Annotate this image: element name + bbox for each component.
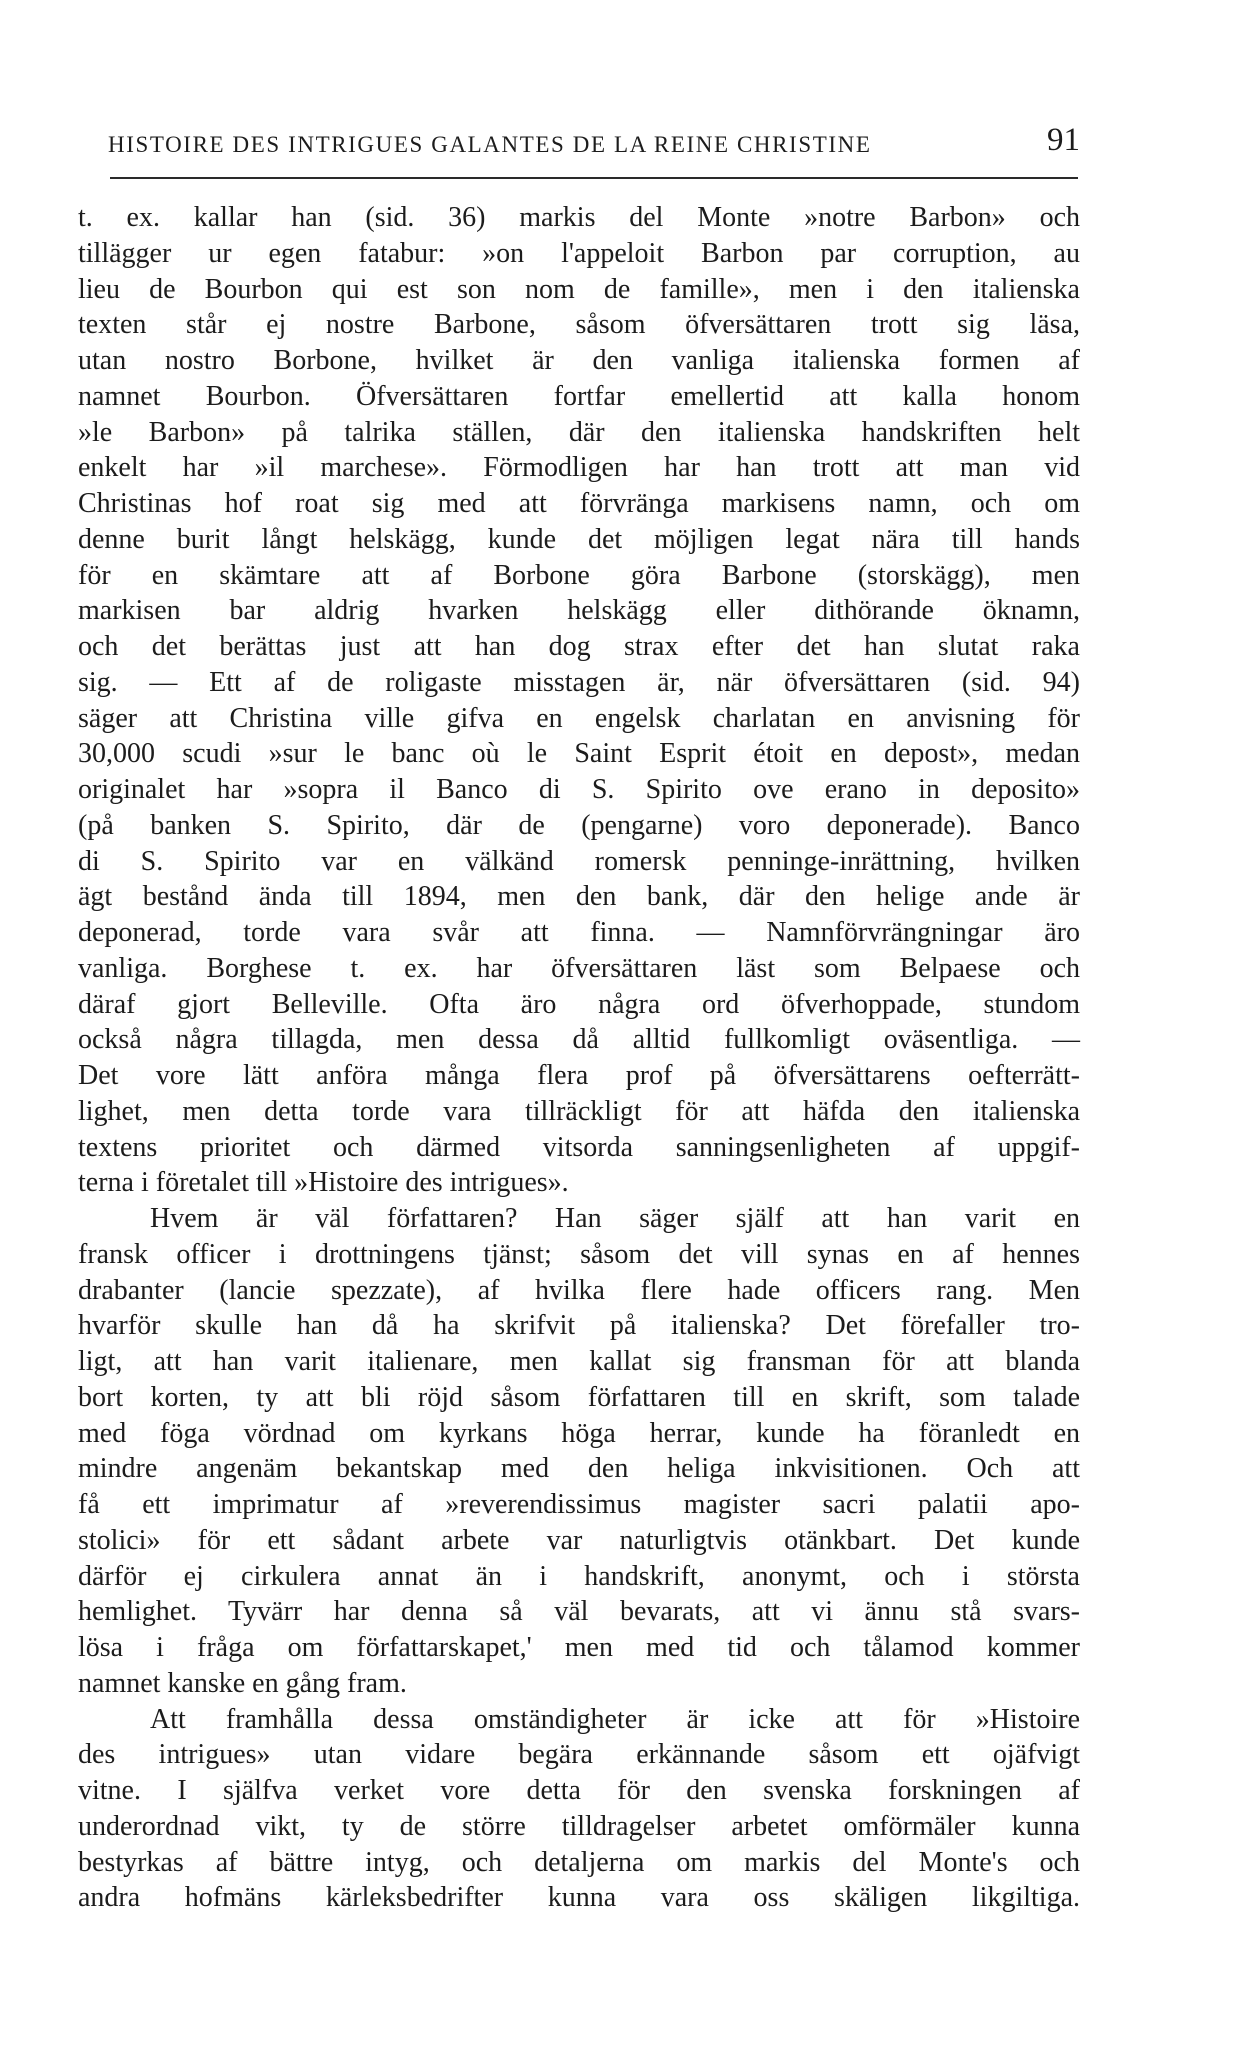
text-line: och det berättas just att han dog strax efter det han slutat raka — [78, 631, 1080, 662]
text-line: texten står ej nostre Barbone, såsom öfversättaren trott sig läsa, — [78, 309, 1080, 341]
text-line: ligt, att han varit italienare, men kallat sig fransman för att blanda — [78, 1346, 1080, 1377]
text-line: lösa i fråga om författarskapet,' men med tid och tålamod kommer — [78, 1632, 1080, 1663]
text-line: vanliga. Borghese t. ex. har öfversättaren läst som Belpaese och — [78, 952, 1080, 984]
text-line: denne burit långt helskägg, kunde det möjligen legat nära till hands — [78, 523, 1080, 555]
text-line: textens prioritet och därmed vitsorda sanningsenligheten af uppgif- — [78, 1131, 1080, 1163]
text-line: terna i företalet till »Histoire des intrigues». — [78, 1167, 569, 1199]
text-line: Hvem är väl författaren? Han säger själf att han varit en — [150, 1203, 1080, 1234]
text-line: deponerad, torde vara svår att finna. — Namnförvrängningar äro — [78, 917, 1080, 948]
text-line: hvarför skulle han då ha skrifvit på italienska? Det förefaller tro- — [78, 1310, 1080, 1342]
text-line: (på banken S. Spirito, där de (pengarne) voro deponerade). Banco — [78, 809, 1080, 841]
text-line: des intrigues» utan vidare begära erkännande såsom ett ojäfvigt — [78, 1739, 1080, 1771]
text-line: 30,000 scudi »sur le banc où le Saint Esprit étoit en depost», medan — [78, 738, 1080, 770]
text-line: lighet, men detta torde vara tillräckligt för att häfda den italienska — [78, 1095, 1080, 1127]
text-line: bort korten, ty att bli röjd såsom författaren till en skrift, som talade — [78, 1381, 1080, 1413]
header-rule — [110, 177, 1078, 179]
text-line: namnet kanske en gång fram. — [78, 1667, 407, 1699]
text-line: markisen bar aldrig hvarken helskägg eller dithörande öknamn, — [78, 595, 1080, 627]
text-line: Det vore lätt anföra många flera prof på öfversättarens oefterrätt- — [78, 1060, 1080, 1091]
page-number: 91 — [1047, 122, 1080, 158]
text-line: namnet Bourbon. Öfversättaren fortfar emellertid att kalla honom — [78, 380, 1080, 412]
text-line: »le Barbon» på talrika ställen, där den italienska handskriften helt — [78, 416, 1080, 448]
text-line: utan nostro Borbone, hvilket är den vanliga italienska formen af — [78, 345, 1080, 376]
text-line: t. ex. kallar han (sid. 36) markis del Monte »notre Barbon» och — [78, 202, 1080, 233]
text-line: tillägger ur egen fatabur: »on l'appeloit Barbon par corruption, au — [78, 237, 1080, 269]
body-text — [78, 200, 1080, 1916]
running-header — [108, 122, 1080, 162]
text-line: underordnad vikt, ty de större tilldragelser arbetet omförmäler kunna — [78, 1810, 1080, 1842]
text-line: drabanter (lancie spezzate), af hvilka flere hade officers rang. Men — [78, 1274, 1080, 1306]
text-line: få ett imprimatur af »reverendissimus magister sacri palatii apo- — [78, 1489, 1080, 1520]
text-line: mindre angenäm bekantskap med den heliga inkvisitionen. Och att — [78, 1453, 1080, 1485]
text-line: originalet har »sopra il Banco di S. Spirito ove erano in deposito» — [78, 774, 1080, 805]
text-line: bestyrkas af bättre intyg, och detaljerna om markis del Monte's och — [78, 1846, 1080, 1878]
text-line: di S. Spirito var en välkänd romersk penninge-inrättning, hvilken — [78, 845, 1080, 877]
text-line: stolici» för ett sådant arbete var naturligtvis otänkbart. Det kunde — [78, 1524, 1080, 1556]
text-line: säger att Christina ville gifva en engelsk charlatan en anvisning för — [78, 702, 1080, 734]
text-line: lieu de Bourbon qui est son nom de famille», men i den italienska — [78, 273, 1080, 305]
text-line: vitne. I själfva verket vore detta för den svenska forskningen af — [78, 1775, 1080, 1806]
running-title: HISTOIRE DES INTRIGUES GALANTES DE LA REINE CHRISTINE — [108, 132, 872, 157]
text-line: ägt bestånd ända till 1894, men den bank, där den helige ande är — [78, 881, 1080, 913]
text-line: enkelt har »il marchese». Förmodligen har han trott att man vid — [78, 452, 1080, 484]
text-line: med föga vördnad om kyrkans höga herrar, kunde ha föranledt en — [78, 1417, 1080, 1449]
text-line: Att framhålla dessa omständigheter är icke att för »Histoire — [150, 1703, 1080, 1735]
text-line: däraf gjort Belleville. Ofta äro några ord öfverhoppade, stundom — [78, 988, 1080, 1020]
text-line: andra hofmäns kärleksbedrifter kunna vara oss skäligen likgiltiga. — [78, 1882, 1080, 1914]
text-line: sig. — Ett af de roligaste misstagen är, när öfversättaren (sid. 94) — [78, 666, 1080, 698]
text-line: Christinas hof roat sig med att förvränga markisens namn, och om — [78, 488, 1080, 519]
text-line: fransk officer i drottningens tjänst; såsom det vill synas en af hennes — [78, 1238, 1080, 1270]
text-line: för en skämtare att af Borbone göra Barbone (storskägg), men — [78, 559, 1080, 591]
text-line: därför ej cirkulera annat än i handskrift, anonymt, och i största — [78, 1560, 1080, 1592]
text-line: också några tillagda, men dessa då alltid fullkomligt oväsentliga. — — [78, 1024, 1080, 1056]
text-line: hemlighet. Tyvärr har denna så väl bevarats, att vi ännu stå svars- — [78, 1596, 1080, 1628]
